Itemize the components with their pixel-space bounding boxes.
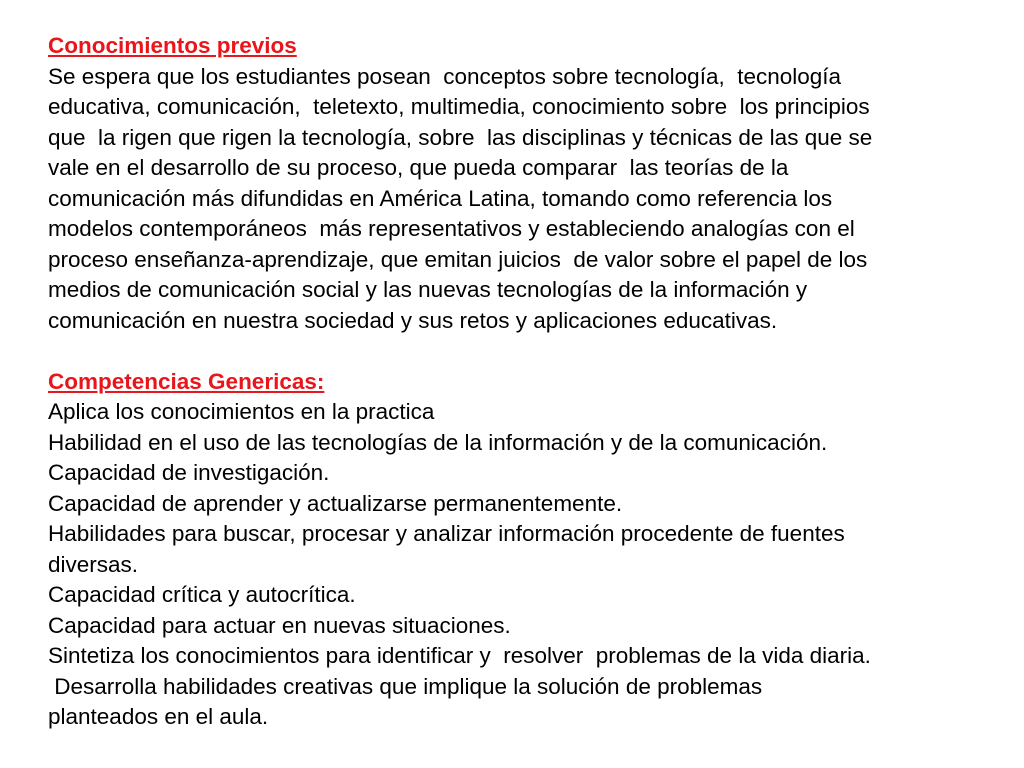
section-spacer	[48, 336, 1008, 367]
competencia-item: Aplica los conocimientos en la practica	[48, 399, 435, 424]
competencia-item: diversas.	[48, 551, 139, 577]
competencia-item: planteados en el aula.	[48, 704, 269, 729]
competencia-item: Habilidades para buscar, procesar y analizar información procedente de fuentes	[48, 521, 845, 546]
paragraph-line: vale en el desarrollo de su proceso, que pueda comparar las teorías de la	[48, 155, 789, 180]
competencia-item: Capacidad para actuar en nuevas situaciones.	[48, 612, 511, 638]
paragraph-line: proceso enseñanza-aprendizaje, que emitan juicios de valor sobre el papel de los	[48, 246, 868, 272]
competencia-item: Capacidad de investigación.	[48, 460, 330, 485]
competencia-item: Habilidad en el uso de las tecnologías de la información y de la comunicación.	[48, 429, 828, 455]
heading-conocimientos-previos: Conocimientos previos	[48, 33, 297, 58]
paragraph-line: educativa, comunicación, teletexto, multimedia, conocimiento sobre los principios	[48, 94, 870, 119]
slide-text-body	[48, 31, 1008, 733]
paragraph-line: Se espera que los estudiantes posean conceptos sobre tecnología, tecnología	[48, 63, 842, 89]
paragraph-line: modelos contemporáneos más representativos y estableciendo analogías con el	[48, 216, 855, 241]
conocimientos-previos-paragraph	[48, 62, 1008, 337]
competencia-item: Sintetiza los conocimientos para identificar y resolver problemas de la vida diaria.	[48, 643, 871, 668]
heading-competencias-genericas: Competencias Genericas:	[48, 368, 325, 394]
competencias-list	[48, 397, 1008, 733]
competencia-item: Capacidad crítica y autocrítica.	[48, 582, 356, 607]
paragraph-line: medios de comunicación social y las nuevas tecnologías de la información y	[48, 277, 808, 302]
paragraph-line: que la rigen que rigen la tecnología, sobre las disciplinas y técnicas de las que se	[48, 124, 873, 150]
paragraph-line: comunicación más difundidas en América Latina, tomando como referencia los	[48, 185, 833, 211]
competencia-item: Desarrolla habilidades creativas que implique la solución de problemas	[48, 673, 763, 699]
paragraph-line: comunicación en nuestra sociedad y sus retos y aplicaciones educativas.	[48, 307, 778, 333]
competencia-item: Capacidad de aprender y actualizarse permanentemente.	[48, 490, 623, 516]
